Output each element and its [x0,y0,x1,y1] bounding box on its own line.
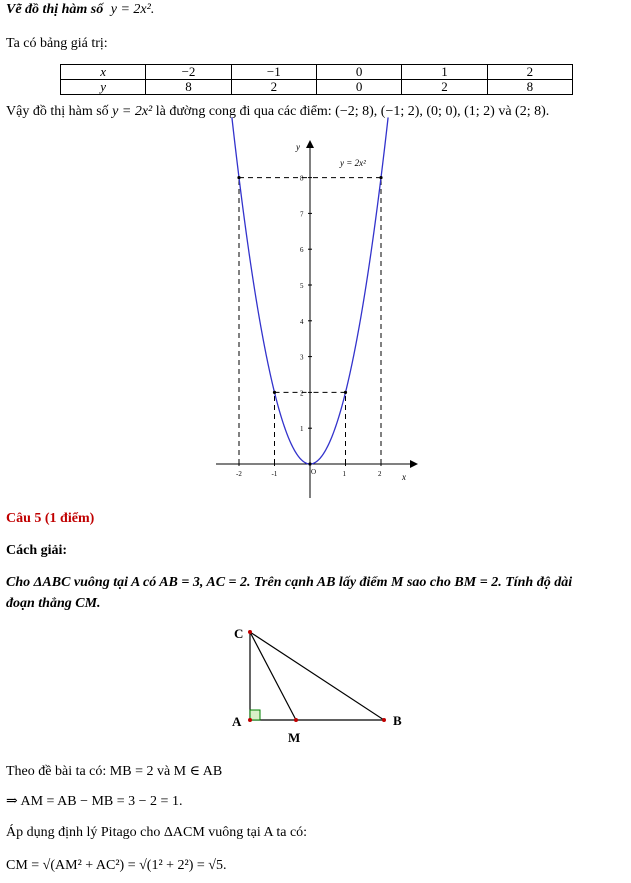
table-cell: −2 [146,65,231,80]
triangle-figure [0,600,631,750]
table-header-x: x [61,65,146,80]
y-tick-label: 5 [300,282,304,290]
conclusion-points: (−2; 8), (−1; 2), (0; 0), (1; 2) [335,104,495,119]
question-heading: Câu 5 (1 điểm) [6,511,95,526]
point-b [382,718,386,722]
conclusion-last-point: (2; 8). [515,104,550,119]
y-tick-label: 1 [300,425,304,434]
segment-bc [250,632,384,720]
point-c [248,630,252,634]
solution-line-4: CM = √(AM² + AC²) = √(1² + 2²) = √5. [6,858,227,873]
graph-point [344,391,347,394]
solution-line-2: ⇒ AM = AB − MB = 3 − 2 = 1. [6,794,183,809]
table-header-y: y [61,80,146,95]
x-tick-label: -1 [271,470,278,478]
point-a [248,718,252,722]
label-b: B [393,713,402,728]
table-cell: −1 [231,65,316,80]
x-tick-label: 2 [378,470,382,478]
curve-label: y = 2x² [340,158,366,168]
label-a: A [232,714,242,729]
conclusion-and: và [498,104,512,119]
table-cell: 0 [316,65,401,80]
label-c: C [234,626,244,641]
title-text: Vẽ đồ thị hàm số [6,2,104,17]
conclusion-prefix: Vậy đồ thị hàm số [6,104,109,119]
table-cell: 8 [487,80,572,95]
segment-cm [250,632,296,720]
x-tick-label: -2 [236,470,242,478]
table-cell: 2 [402,80,487,95]
graph-point [237,176,240,179]
y-tick-label: 8 [300,174,304,183]
solution-line-3: Áp dụng định lý Pitago cho ΔACM vuông tại A ta có: [6,825,308,840]
table-cell: 0 [316,80,401,95]
problem-line-1: Cho ΔABC vuông tại A có AB = 3, AC = 2. Trên cạnh AB lấy điểm M sao cho BM = 2. Tính độ dài [6,575,573,590]
conclusion-mid: là đường cong đi qua các điểm: [155,104,332,119]
graph-point [308,462,311,465]
y-axis-label: y [296,142,300,152]
origin-label: O [311,468,317,476]
table-intro: Ta có bảng giá trị: [6,36,108,51]
problem-line-2: đoạn thẳng CM. [6,596,101,611]
graph-point [379,176,382,179]
y-tick-label: 7 [300,210,304,219]
right-angle-mark [250,710,260,720]
axis-ticks [236,175,382,478]
y-tick-label: 2 [300,389,304,398]
x-tick-label: 1 [342,470,346,478]
conclusion-function: y = 2x² [112,104,153,119]
table-cell: 1 [402,65,487,80]
solution-line-1: Theo đề bài ta có: MB = 2 và M ∈ AB [6,764,223,779]
table-cell: 2 [487,65,572,80]
label-m: M [288,730,301,745]
y-tick-label: 4 [300,317,304,326]
y-tick-label: 6 [300,246,304,255]
x-axis-label: x [402,472,406,482]
title-function: y = 2x². [110,2,155,17]
table-cell: 8 [146,80,231,95]
y-tick-label: 3 [300,353,304,362]
point-m [294,718,298,722]
graph-point [273,391,276,394]
table-cell: 2 [231,80,316,95]
method-label: Cách giải: [6,543,68,558]
